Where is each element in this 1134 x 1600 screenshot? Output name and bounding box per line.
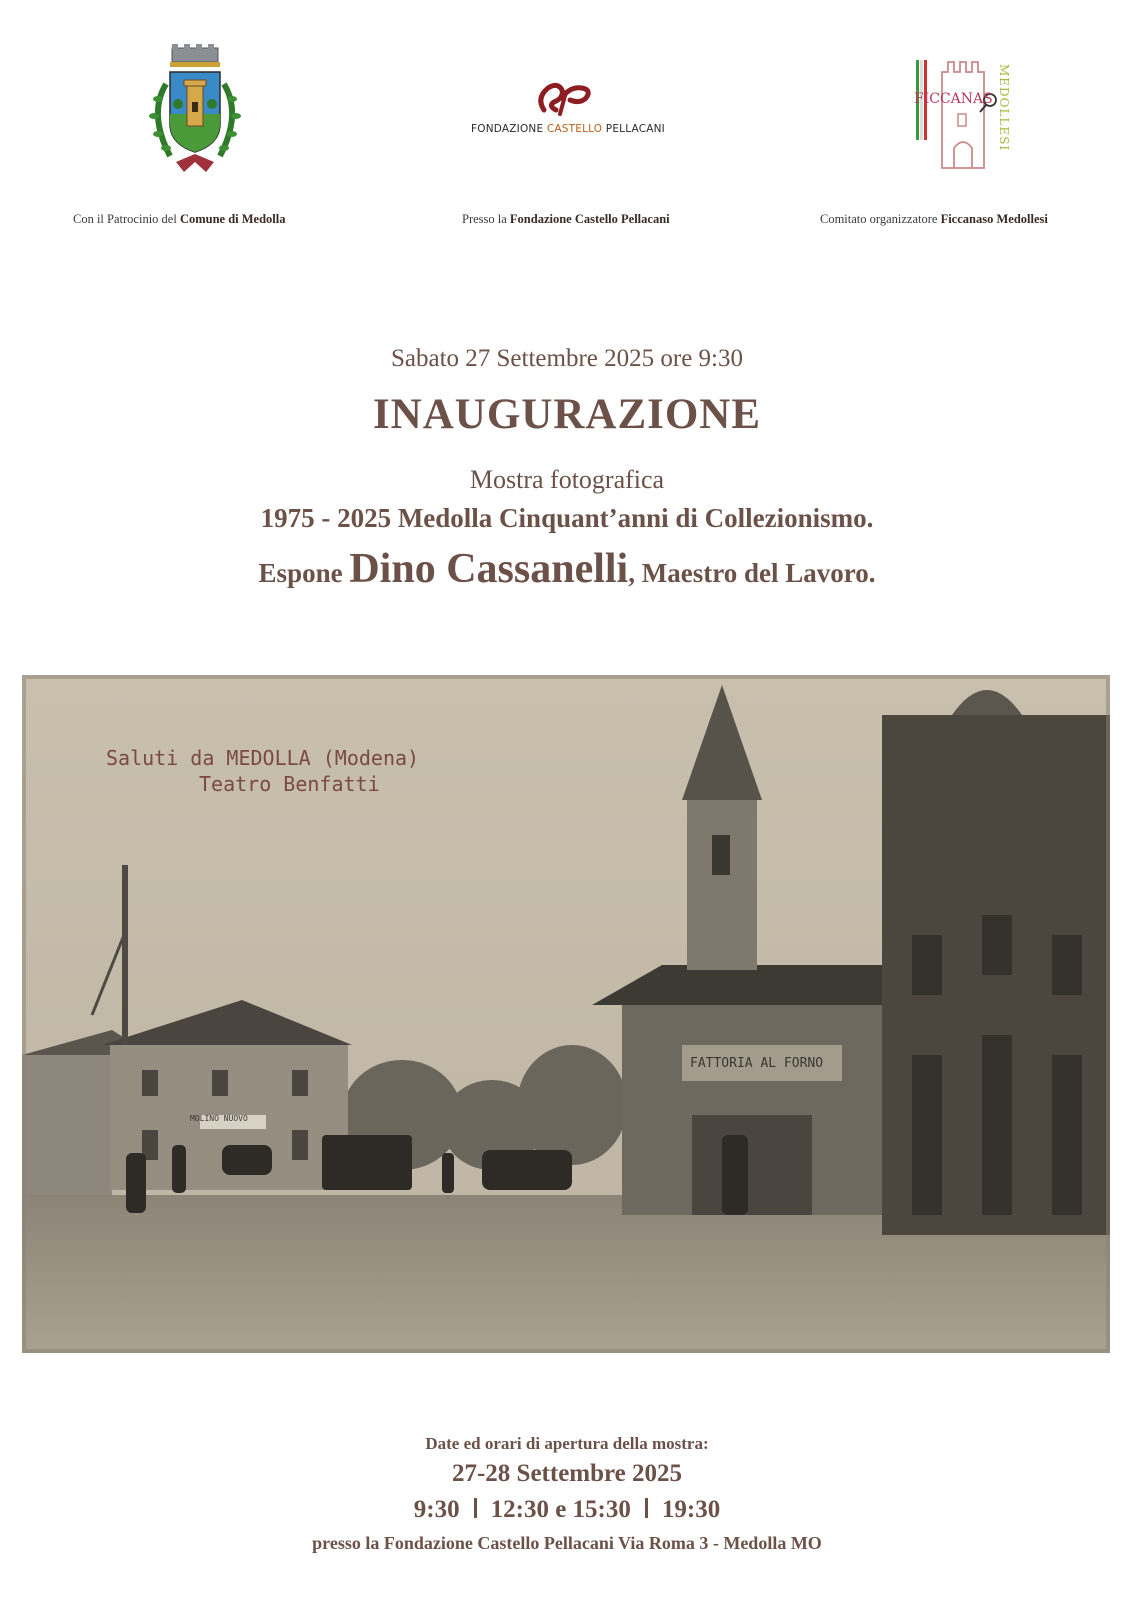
historic-postcard-photo bbox=[22, 675, 1110, 1353]
fondazione-name: FONDAZIONE CASTELLO PELLACANI bbox=[471, 123, 665, 135]
artist-name: Dino Cassanelli bbox=[349, 546, 629, 592]
exhibition-title: 1975 - 2025 Medolla Cinquant’anni di Collezionismo. bbox=[260, 503, 874, 533]
fondazione-logo bbox=[466, 80, 670, 140]
presso-caption: Presso la Fondazione Castello Pellacani bbox=[462, 212, 670, 226]
opening-label: Date ed orari di apertura della mostra: bbox=[425, 1434, 709, 1453]
fondazione-monogram-icon bbox=[466, 80, 670, 120]
comune-medolla-crest-icon bbox=[140, 44, 250, 179]
svg-text:MOLINO NUOVO: MOLINO NUOVO bbox=[190, 1114, 248, 1123]
event-title: INAUGURAZIONE bbox=[372, 391, 762, 438]
svg-text:MEDOLLESI: MEDOLLESI bbox=[997, 64, 1011, 152]
separator bbox=[474, 1498, 477, 1518]
artist-line: Espone Dino Cassanelli, Maestro del Lavoro. bbox=[258, 546, 876, 592]
postcard-caption bbox=[106, 745, 419, 797]
patrocinio-caption: Con il Patrocinio del Comune di Medolla bbox=[73, 212, 286, 226]
opening-dates: 27-28 Settembre 2025 bbox=[451, 1460, 683, 1487]
event-subtitle: Mostra fotografica bbox=[469, 465, 665, 494]
venue-address: presso la Fondazione Castello Pellacani Via Roma 3 - Medolla MO bbox=[312, 1533, 822, 1553]
svg-text:FICCANAS: FICCANAS bbox=[914, 91, 993, 107]
comitato-caption: Comitato organizzatore Ficcanaso Medollesi bbox=[820, 212, 1048, 226]
event-date: Sabato 27 Settembre 2025 ore 9:30 bbox=[390, 345, 743, 372]
postcard-caption-line1: Saluti da MEDOLLA (Modena) bbox=[106, 746, 420, 770]
postcard-caption-line2: Teatro Benfatti bbox=[199, 772, 380, 796]
separator bbox=[645, 1498, 648, 1518]
ficcanaso-tower-icon bbox=[914, 52, 1018, 174]
svg-text:FATTORIA AL FORNO: FATTORIA AL FORNO bbox=[690, 1056, 824, 1071]
opening-hours: 9:30 12:30 e 15:30 19:30 bbox=[413, 1496, 721, 1523]
